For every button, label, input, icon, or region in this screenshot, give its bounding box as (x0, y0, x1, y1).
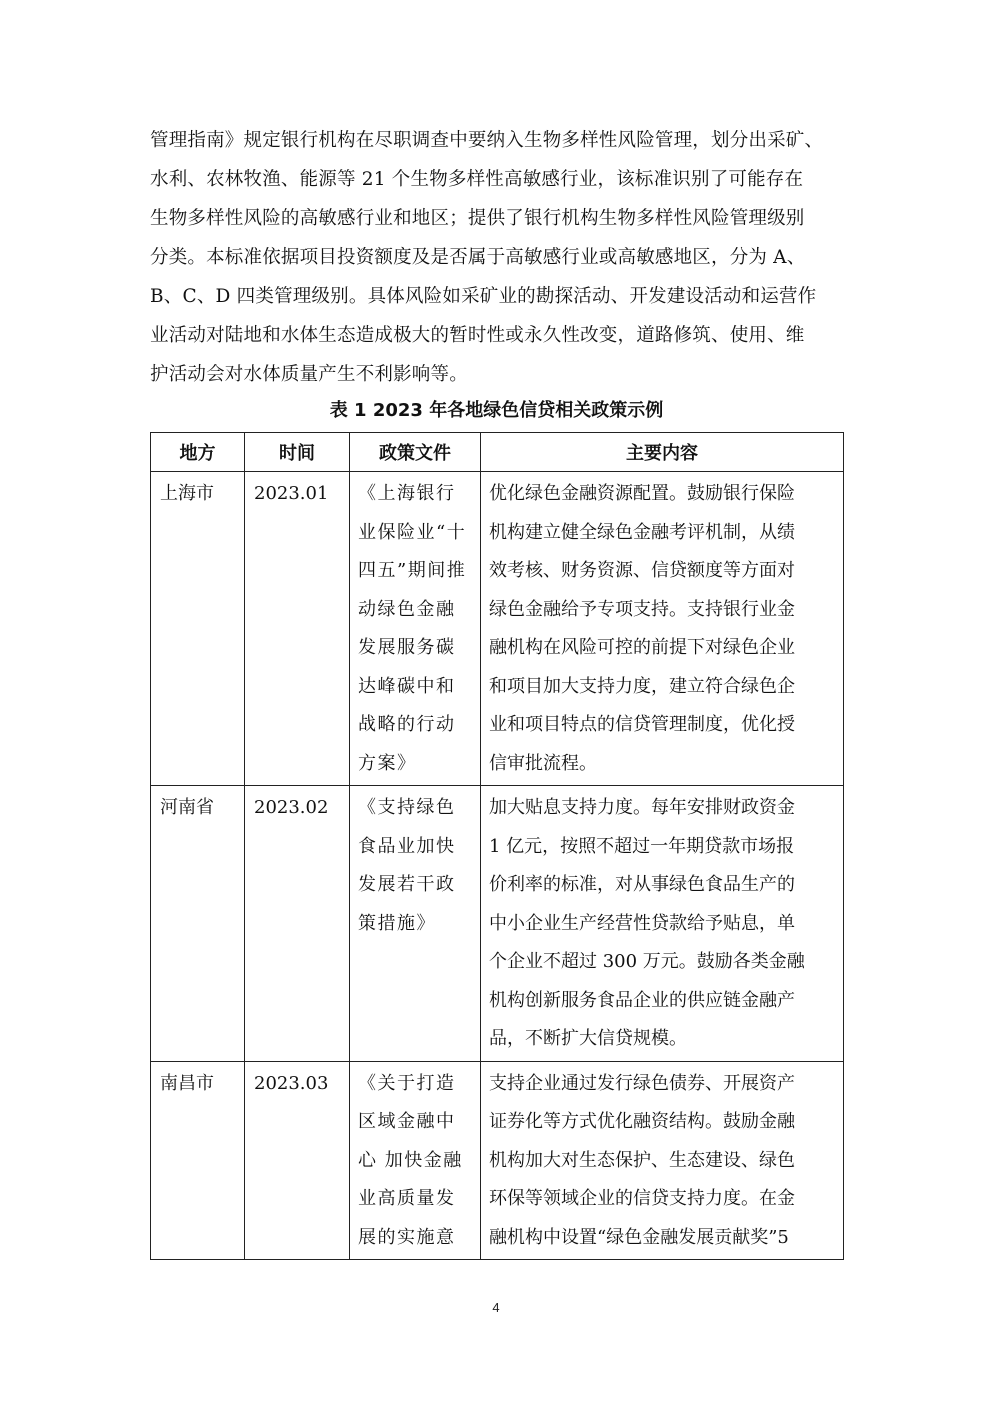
paragraph-line: 管理指南》规定银行机构在尽职调查中要纳入生物多样性风险管理，划分出采矿、 (150, 130, 824, 151)
document-line: 心 加快金融 (358, 1149, 463, 1171)
place-text: 河南省 (160, 797, 214, 818)
content-line: 信审批流程。 (489, 752, 597, 774)
policy-document-cell (350, 472, 481, 786)
content-line: 和项目加大支持力度，建立符合绿色企 (489, 675, 795, 697)
table-row (151, 472, 844, 786)
document-line: 《上海银行 (358, 483, 456, 504)
document-line: 达峰碳中和 (358, 675, 456, 697)
paragraph-line: 水利、农林牧渔、能源等 21 个生物多样性高敏感行业，该标准识别了可能存在 (150, 169, 804, 190)
content-line: 优化绿色金融资源配置。鼓励银行保险 (489, 483, 795, 504)
content-line: 中小企业生产经营性贷款给予贴息，单 (489, 912, 795, 934)
document-line: 《支持绿色 (358, 797, 456, 818)
place-text: 上海市 (160, 483, 214, 504)
content-line: 证券化等方式优化融资结构。鼓励金融 (489, 1111, 795, 1132)
place-text: 南昌市 (160, 1072, 214, 1094)
body-paragraph (150, 121, 843, 394)
place-cell (151, 472, 245, 786)
table-row (151, 786, 844, 1062)
content-line: 机构建立健全绿色金融考评机制，从绩 (489, 521, 795, 543)
place-cell (151, 786, 245, 1062)
content-line: 机构加大对生态保护、生态建设、绿色 (489, 1149, 795, 1171)
paragraph-line: 分类。本标准依据项目投资额度及是否属于高敏感行业或高敏感地区，分为 A、 (150, 247, 806, 268)
content-line: 绿色金融给予专项支持。支持银行业金 (489, 598, 795, 620)
place-cell (151, 1061, 245, 1260)
page-number: 4 (492, 1300, 500, 1315)
paragraph-line: 生物多样性风险的高敏感行业和地区；提供了银行机构生物多样性风险管理级别 (150, 208, 805, 229)
content-line: 价利率的标准，对从事绿色食品生产的 (489, 874, 795, 895)
content-line: 1 亿元，按照不超过一年期贷款市场报 (489, 835, 795, 857)
time-cell (245, 786, 350, 1062)
document-line: 策措施》 (358, 912, 436, 934)
document-line: 四五”期间推 (358, 560, 467, 581)
time-cell (245, 1061, 350, 1260)
content-line: 业和项目特点的信贷管理制度，优化授 (489, 714, 795, 735)
content-line: 个企业不超过 300 万元。鼓励各类金融 (489, 951, 805, 972)
document-line: 动绿色金融 (358, 598, 456, 620)
time-text: 2023.01 (254, 483, 329, 504)
content-line: 支持企业通过发行绿色债券、开展资产 (489, 1072, 795, 1094)
table-header-row (151, 433, 844, 472)
table-caption: 表 1 2023 年各地绿色信贷相关政策示例 (329, 400, 664, 421)
document-line: 方案》 (358, 752, 417, 774)
document-line: 食品业加快 (358, 835, 456, 857)
document-line: 战略的行动 (358, 714, 456, 735)
header-policy-document: 政策文件 (350, 433, 481, 472)
document-line: 发展服务碳 (358, 637, 456, 658)
document-line: 业高质量发 (358, 1188, 456, 1209)
document-line: 《关于打造 (358, 1072, 456, 1094)
main-content-cell (481, 472, 844, 786)
document-line: 区域金融中 (358, 1111, 456, 1132)
document-line: 展的实施意 (358, 1226, 456, 1248)
time-text: 2023.03 (254, 1072, 329, 1094)
content-line: 品，不断扩大信贷规模。 (489, 1028, 687, 1049)
policy-table (150, 432, 844, 1260)
policy-document-cell (350, 786, 481, 1062)
content-line: 加大贴息支持力度。每年安排财政资金 (489, 797, 795, 818)
content-line: 融机构在风险可控的前提下对绿色企业 (489, 637, 795, 658)
table-row (151, 1061, 844, 1260)
main-content-cell (481, 786, 844, 1062)
content-line: 融机构中设置“绿色金融发展贡献奖”5 (489, 1226, 789, 1248)
header-time: 时间 (245, 433, 350, 472)
paragraph-line: 护活动会对水体质量产生不利影响等。 (150, 364, 468, 385)
main-content-cell (481, 1061, 844, 1260)
document-line: 业保险业“十 (358, 521, 467, 543)
content-line: 效考核、财务资源、信贷额度等方面对 (489, 560, 795, 581)
header-main-content: 主要内容 (481, 433, 844, 472)
paragraph-line: B、C、D 四类管理级别。具体风险如采矿业的勘探活动、开发建设活动和运营作 (150, 286, 817, 307)
content-line: 机构创新服务食品企业的供应链金融产 (489, 989, 795, 1011)
document-line: 发展若干政 (358, 874, 456, 895)
header-place: 地方 (151, 433, 245, 472)
policy-document-cell (350, 1061, 481, 1260)
content-line: 环保等领域企业的信贷支持力度。在金 (489, 1188, 795, 1209)
time-cell (245, 472, 350, 786)
paragraph-line: 业活动对陆地和水体生态造成极大的暂时性或永久性改变，道路修筑、使用、维 (150, 325, 805, 346)
time-text: 2023.02 (254, 797, 329, 818)
